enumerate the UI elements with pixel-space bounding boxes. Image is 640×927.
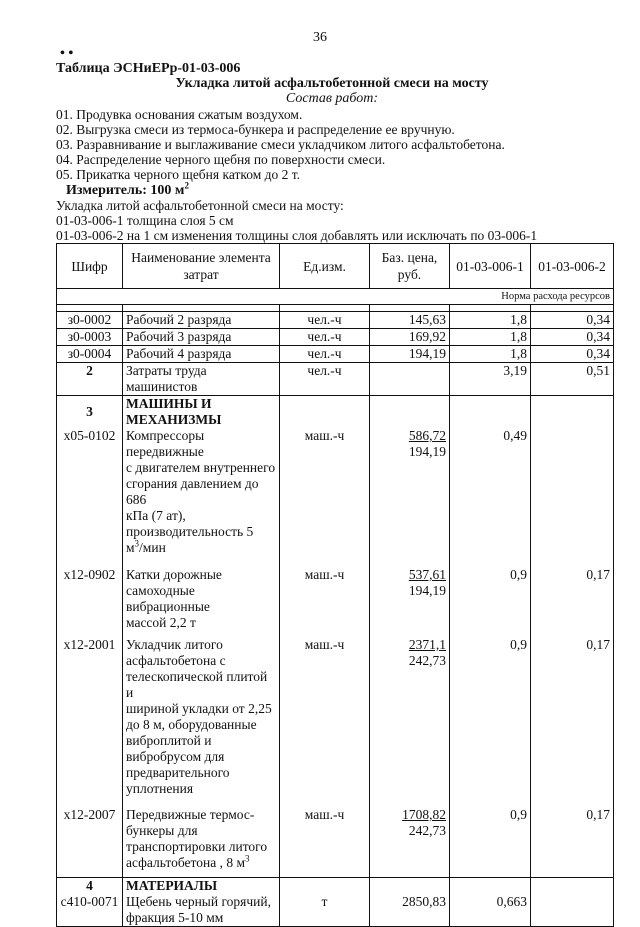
table-row <box>57 894 614 927</box>
col-variant1-header: 01-03-006-1 <box>450 244 531 289</box>
col-variant2-header: 01-03-006-2 <box>531 244 614 289</box>
cell-unit: чел.-ч <box>280 346 370 363</box>
table-row <box>57 807 614 871</box>
cell-name: Рабочий 3 разряда <box>123 329 280 346</box>
cell-price: 586,72 194,19 <box>370 428 450 556</box>
cell-code: 2 <box>57 363 123 396</box>
cell-code: з0-0004 <box>57 346 123 363</box>
cell-code: с410-0071 <box>57 894 123 927</box>
cell-name: МАТЕРИАЛЫ <box>123 878 280 895</box>
cell-code: х12-2007 <box>57 807 123 871</box>
table-row <box>57 346 614 363</box>
cell-price: 145,63 <box>370 312 450 329</box>
cell-name: Рабочий 2 разряда <box>123 312 280 329</box>
cell-name: Катки дорожные самоходные вибрационные массой 2,2 т <box>123 567 280 631</box>
cell-name: Щебень черный горячий, фракция 5-10 мм <box>123 894 280 927</box>
cell-price: 2371,1 242,73 <box>370 637 450 797</box>
cell-price: 169,92 <box>370 329 450 346</box>
cell-code: х12-2001 <box>57 637 123 797</box>
section-title: Укладка литой асфальтобетонной смеси на мосту <box>175 76 489 91</box>
table-row <box>57 329 614 346</box>
cell-v1: 3,19 <box>450 363 531 396</box>
norm-row <box>57 289 614 305</box>
work-step: 05. Прикатка черного щебня катком до 2 т. <box>56 167 301 182</box>
cell-name: Компрессоры передвижные с двигателем внутреннего сгорания давлением до 686 кПа (7 ат), производительность 5 $м^3$/мин <box>123 428 280 556</box>
section-row <box>57 396 614 429</box>
work-step: 02. Выгрузка смеси из термоса-бункера и распределение ее вручную. <box>56 122 455 137</box>
cell-v1: 0,49 <box>450 428 531 556</box>
cell-code: 3 <box>57 396 123 429</box>
cell-name: Передвижные термос- бункеры для транспортировки литого асфальтобетона , 8 $м^3$ <box>123 807 280 871</box>
cell-v1: 1,8 <box>450 346 531 363</box>
cell-unit: чел.-ч <box>280 363 370 396</box>
cell-code: з0-0002 <box>57 312 123 329</box>
col-code-header: Шифр <box>57 244 123 289</box>
table-header-row <box>57 244 614 289</box>
cell-v1: 0,9 <box>450 807 531 871</box>
section-row <box>57 878 614 895</box>
measure-unit: Измеритель: 100 $м^2$ <box>66 180 189 198</box>
table-title: Таблица ЭСНиЕРр-01-03-006 <box>56 61 241 76</box>
col-name-header: Наименование элемента затрат <box>123 244 280 289</box>
cell-unit: маш.-ч <box>280 428 370 556</box>
cell-v1: 1,8 <box>450 329 531 346</box>
cell-v2 <box>531 894 614 927</box>
cell-v2: 0,17 <box>531 637 614 797</box>
col-price-header: Баз. цена, руб. <box>370 244 450 289</box>
cell-name: Рабочий 4 разряда <box>123 346 280 363</box>
cell-name: МАШИНЫ И МЕХАНИЗМЫ <box>123 396 280 429</box>
resource-table <box>56 243 614 927</box>
cell-v2: 0,34 <box>531 329 614 346</box>
cell-code: х12-0902 <box>57 567 123 631</box>
variant-line: 01-03-006-1 толщина слоя 5 см <box>56 213 234 228</box>
description: Укладка литой асфальтобетонной смеси на мосту: <box>56 198 344 213</box>
cell-price <box>370 363 450 396</box>
cell-code: 4 <box>57 878 123 895</box>
work-step: 01. Продувка основания сжатым воздухом. <box>56 107 303 122</box>
cell-code: з0-0003 <box>57 329 123 346</box>
cell-price: 537,61 194,19 <box>370 567 450 631</box>
col-unit-header: Ед.изм. <box>280 244 370 289</box>
margin-marks: • • <box>60 46 74 61</box>
cell-v2: 0,51 <box>531 363 614 396</box>
table-row <box>57 637 614 797</box>
cell-v2: 0,34 <box>531 312 614 329</box>
cell-unit: чел.-ч <box>280 312 370 329</box>
work-step: 04. Распределение черного щебня по поверхности смеси. <box>56 152 386 167</box>
composition-heading: Состав работ: <box>285 91 379 106</box>
cell-v2: 0,17 <box>531 807 614 871</box>
table-row <box>57 363 614 396</box>
cell-unit: маш.-ч <box>280 637 370 797</box>
page-number: 36 <box>313 30 327 45</box>
cell-unit: маш.-ч <box>280 567 370 631</box>
cell-unit: чел.-ч <box>280 329 370 346</box>
cell-price: 2850,83 <box>370 894 450 927</box>
cell-v1: 1,8 <box>450 312 531 329</box>
cell-price: 194,19 <box>370 346 450 363</box>
table-row <box>57 428 614 556</box>
work-step: 03. Разравнивание и выглаживание смеси укладчиком литого асфальтобетона. <box>56 137 505 152</box>
cell-v2: 0,34 <box>531 346 614 363</box>
cell-name: Укладчик литого асфальтобетона с телескопической плитой и шириной укладки от 2,25 до 8 м, оборудованные виброплитой и вибробрусом для предварительного уплотнения <box>123 637 280 797</box>
table-row <box>57 567 614 631</box>
spacer-row <box>57 305 614 312</box>
cell-unit: т <box>280 894 370 927</box>
cell-v1: 0,9 <box>450 567 531 631</box>
variant-line: 01-03-006-2 на 1 см изменения толщины слоя добавлять или исключать по 03-006-1 <box>56 228 538 243</box>
cell-v1: 0,663 <box>450 894 531 927</box>
cell-unit: маш.-ч <box>280 807 370 871</box>
table-row <box>57 312 614 329</box>
cell-code: х05-0102 <box>57 428 123 556</box>
cell-name: Затраты труда машинистов <box>123 363 280 396</box>
norm-label: Норма расхода ресурсов <box>57 289 614 305</box>
cell-price: 1708,82 242,73 <box>370 807 450 871</box>
cell-v2: 0,17 <box>531 567 614 631</box>
cell-v2 <box>531 428 614 556</box>
cell-v1: 0,9 <box>450 637 531 797</box>
